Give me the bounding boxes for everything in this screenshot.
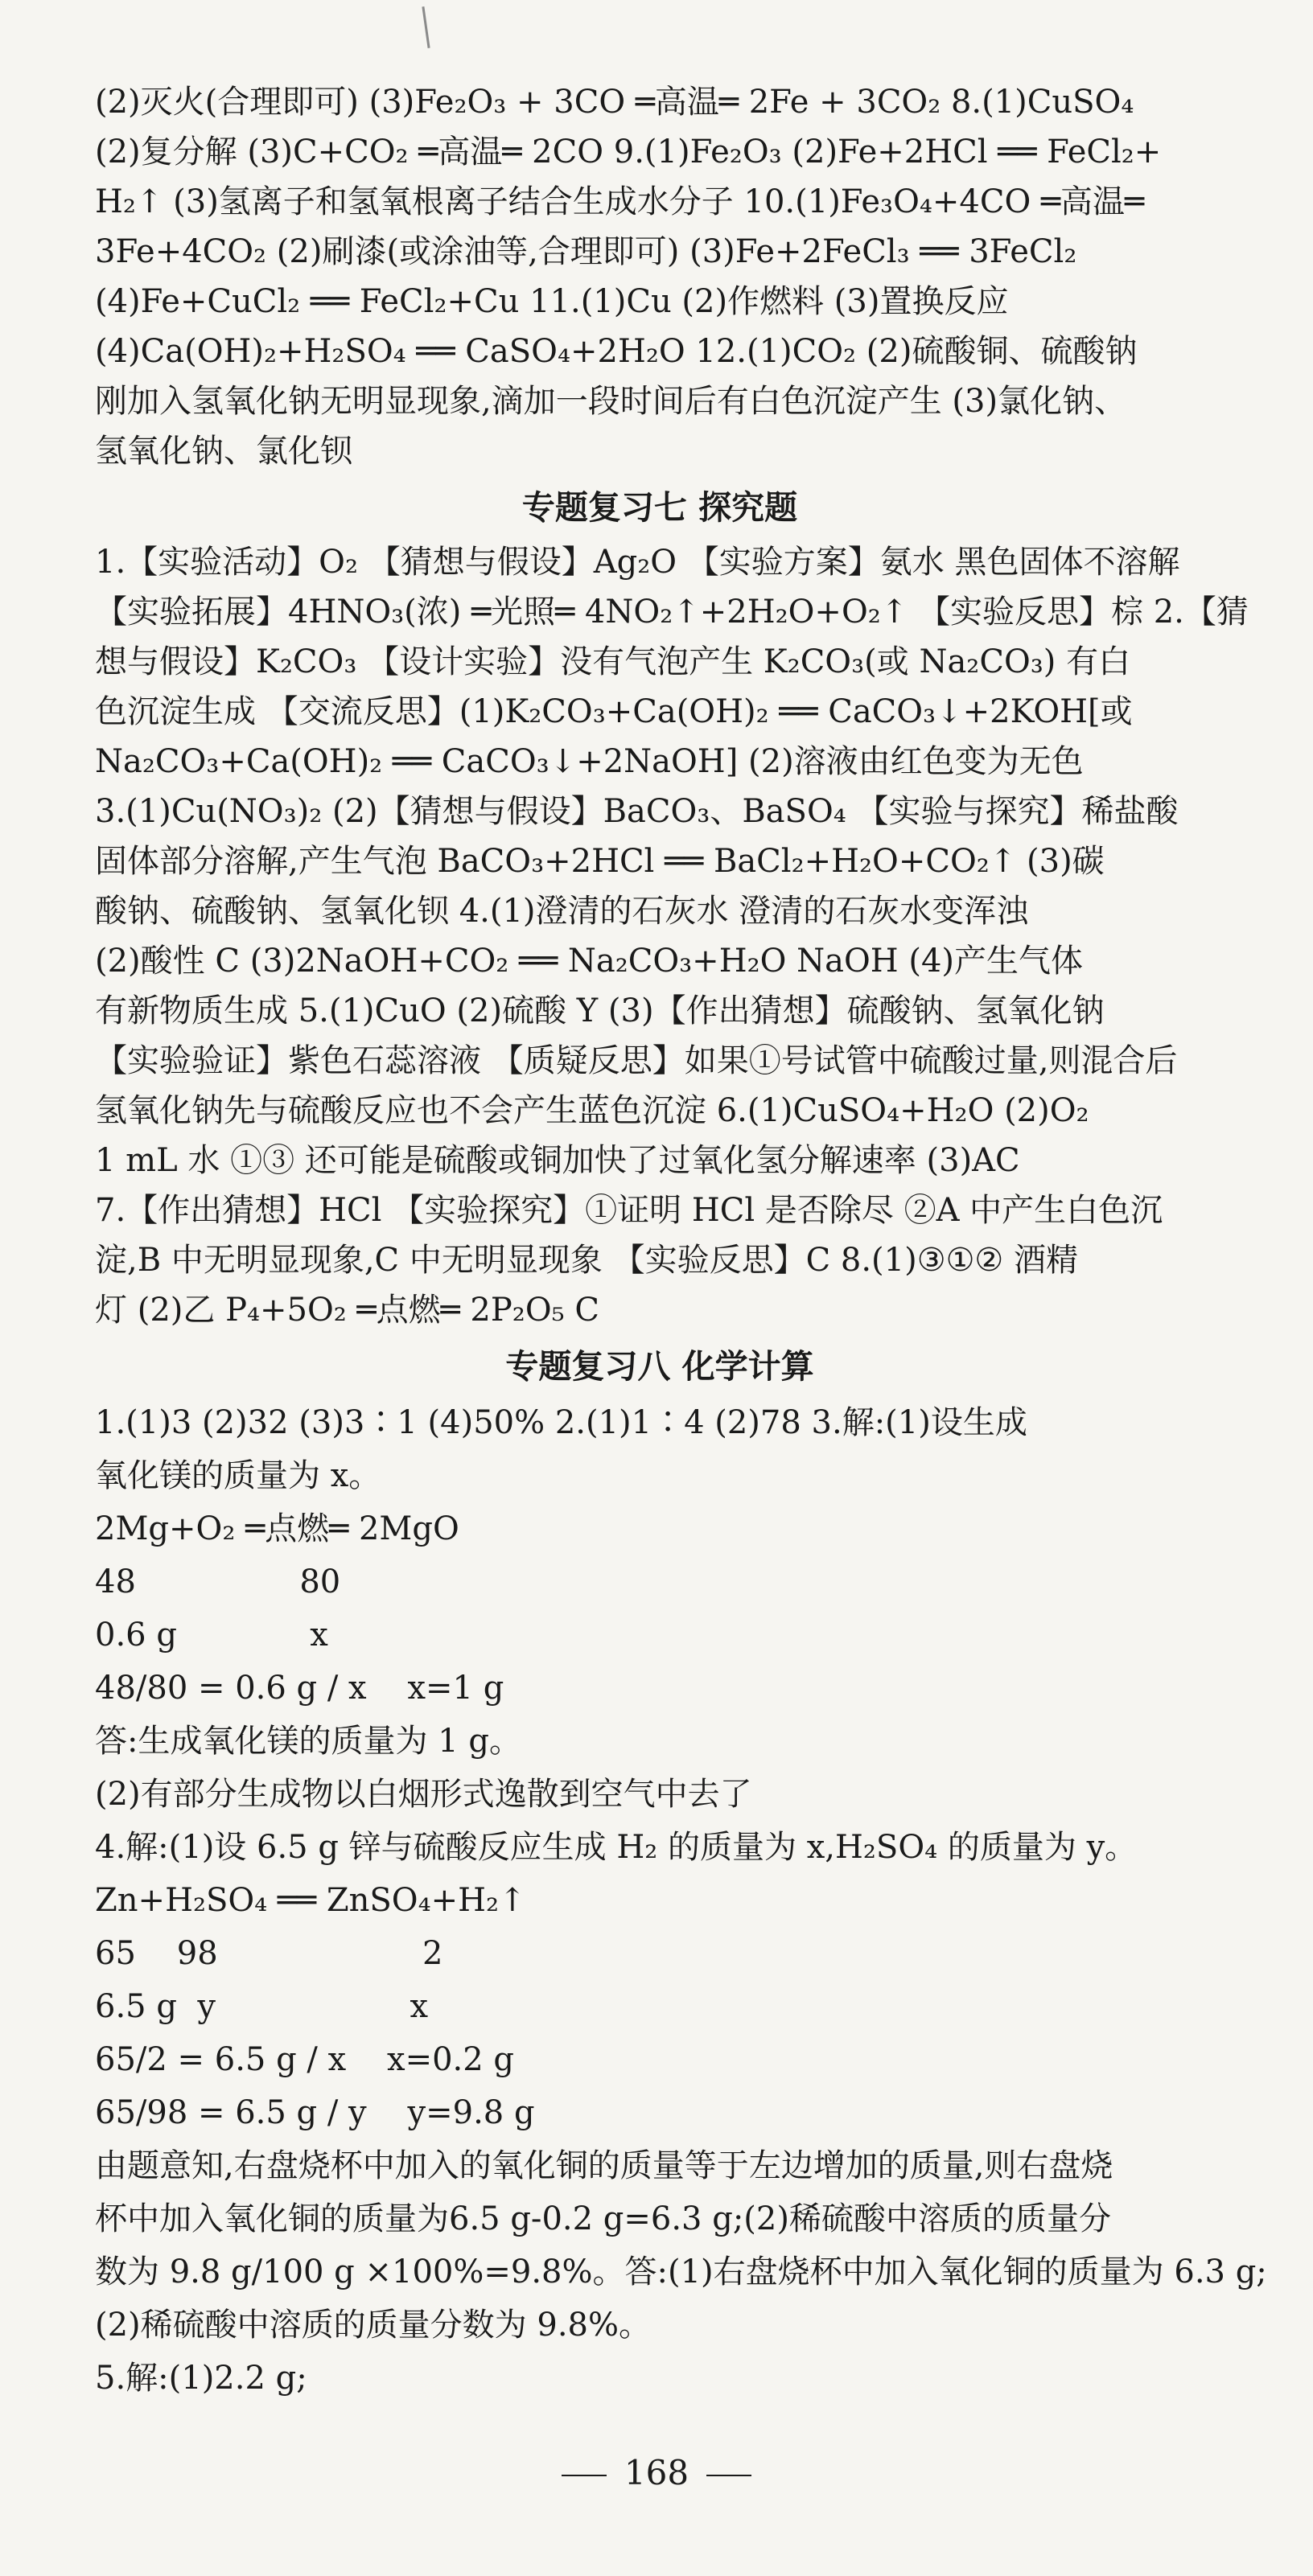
text-line: 【实验验证】紫色石蕊溶液 【质疑反思】如果①号试管中硫酸过量,则混合后 xyxy=(95,1042,1178,1079)
page-number: 168 xyxy=(624,2453,689,2492)
text-line: (2)酸性 C (3)2NaOH+CO₂ ══ Na₂CO₃+H₂O NaOH (4)产生气体 xyxy=(95,943,1084,980)
text-line: 刚加入氢氧化钠无明显现象,滴加一段时间后有白色沉淀产生 (3)氯化钠、 xyxy=(95,383,1127,420)
text-line: 氧化镁的质量为 x。 xyxy=(95,1457,381,1494)
text-line: 数为 9.8 g/100 g ×100%=9.8%。答:(1)右盘烧杯中加入氧化铜的质量为 6.3 g; xyxy=(95,2253,1267,2290)
text-line: 1.【实验活动】O₂ 【猜想与假设】Ag₂O 【实验方案】氨水 黑色固体不溶解 xyxy=(95,544,1180,581)
text-line: H₂↑ (3)氢离子和氢氧根离子结合生成水分子 10.(1)Fe₃O₄+4CO ═高温═ xyxy=(95,183,1145,220)
text-line: (4)Fe+CuCl₂ ══ FeCl₂+Cu 11.(1)Cu (2)作燃料 (3)置换反应 xyxy=(95,283,1009,320)
section-title: 专题复习七 探究题 xyxy=(521,488,798,527)
page-footer xyxy=(0,2453,1313,2492)
answers-top xyxy=(95,77,1225,476)
text-line: 有新物质生成 5.(1)CuO (2)硫酸 Y (3)【作出猜想】硫酸钠、氢氧化钠 xyxy=(95,992,1105,1029)
text-line: 1.(1)3 (2)32 (3)3∶1 (4)50% 2.(1)1∶4 (2)78 3.解:(1)设生成 xyxy=(95,1404,1027,1441)
text-line: 杯中加入氧化铜的质量为6.5 g-0.2 g=6.3 g;(2)稀硫酸中溶质的质量分 xyxy=(95,2200,1111,2237)
text-line: 氢氧化钠、氯化钡 xyxy=(95,433,352,470)
text-line: 4.解:(1)设 6.5 g 锌与硫酸反应生成 H₂ 的质量为 x,H₂SO₄ 的质量为 y。 xyxy=(95,1829,1138,1866)
text-line: 【实验拓展】4HNO₃(浓) ═光照═ 4NO₂↑+2H₂O+O₂↑ 【实验反思】棕 2.【猜 xyxy=(95,594,1249,631)
text-line: 0.6 g x xyxy=(95,1617,328,1654)
text-line: 48/80 = 0.6 g / x x=1 g xyxy=(95,1670,504,1707)
text-line: 65 98 2 xyxy=(95,1935,443,1972)
text-line: 7.【作出猜想】HCl 【实验探究】①证明 HCl 是否除尽 ②A 中产生白色沉 xyxy=(95,1192,1163,1229)
text-line: 答:生成氧化镁的质量为 1 g。 xyxy=(95,1723,521,1760)
text-line: 3.(1)Cu(NO₃)₂ (2)【猜想与假设】BaCO₃、BaSO₄ 【实验与探究】稀盐酸 xyxy=(95,793,1179,830)
text-line: 酸钠、硫酸钠、氢氧化钡 4.(1)澄清的石灰水 澄清的石灰水变浑浊 xyxy=(95,893,1029,930)
text-line: 65/2 = 6.5 g / x x=0.2 g xyxy=(95,2041,515,2078)
text-line: 固体部分溶解,产生气泡 BaCO₃+2HCl ══ BaCl₂+H₂O+CO₂↑ (3)碳 xyxy=(95,843,1105,880)
text-line: 灯 (2)乙 P₄+5O₂ ═点燃═ 2P₂O₅ C xyxy=(95,1292,599,1329)
text-line: 2Mg+O₂ ═点燃═ 2MgO xyxy=(95,1510,459,1547)
text-line: 1 mL 水 ①③ 还可能是硫酸或铜加快了过氧化氢分解速率 (3)AC xyxy=(95,1142,1020,1179)
text-line: (2)灭火(合理即可) (3)Fe₂O₃ + 3CO ═高温═ 2Fe + 3CO₂ 8.(1)CuSO₄ xyxy=(95,84,1134,121)
text-line: 6.5 g y x xyxy=(95,1988,429,2025)
text-line: 65/98 = 6.5 g / y y=9.8 g xyxy=(95,2094,535,2131)
footer-dash xyxy=(706,2475,751,2476)
text-line: (4)Ca(OH)₂+H₂SO₄ ══ CaSO₄+2H₂O 12.(1)CO₂ (2)硫酸铜、硫酸钠 xyxy=(95,333,1138,370)
text-line: 氢氧化钠先与硫酸反应也不会产生蓝色沉淀 6.(1)CuSO₄+H₂O (2)O₂ xyxy=(95,1092,1089,1129)
text-line: 想与假设】K₂CO₃ 【设计实验】没有气泡产生 K₂CO₃(或 Na₂CO₃) 有白 xyxy=(95,643,1131,680)
text-line: (2)稀硫酸中溶质的质量分数为 9.8%。 xyxy=(95,2307,651,2344)
answers-section-8 xyxy=(95,1396,1267,2405)
text-line: 色沉淀生成 【交流反思】(1)K₂CO₃+Ca(OH)₂ ══ CaCO₃↓+2KOH[或 xyxy=(95,693,1133,730)
text-line: 5.解:(1)2.2 g; xyxy=(95,2360,307,2397)
answers-section-7 xyxy=(95,537,1249,1335)
text-line: Zn+H₂SO₄ ══ ZnSO₄+H₂↑ xyxy=(95,1882,526,1919)
section-title: 专题复习八 化学计算 xyxy=(505,1347,814,1386)
text-line: Na₂CO₃+Ca(OH)₂ ══ CaCO₃↓+2NaOH] (2)溶液由红色变为无色 xyxy=(95,743,1084,780)
text-line: (2)复分解 (3)C+CO₂ ═高温═ 2CO 9.(1)Fe₂O₃ (2)Fe+2HCl ══ FeCl₂+ xyxy=(95,134,1162,171)
text-line: 由题意知,右盘烧杯中加入的氧化铜的质量等于左边增加的质量,则右盘烧 xyxy=(95,2147,1113,2184)
text-line: 48 80 xyxy=(95,1563,341,1600)
footer-dash xyxy=(562,2475,607,2476)
text-line: 3Fe+4CO₂ (2)刷漆(或涂油等,合理即可) (3)Fe+2FeCl₃ ══ 3FeCl₂ xyxy=(95,233,1077,270)
text-line: (2)有部分生成物以白烟形式逸散到空气中去了 xyxy=(95,1776,752,1813)
text-line: 淀,B 中无明显现象,C 中无明显现象 【实验反思】C 8.(1)③①② 酒精 xyxy=(95,1242,1079,1279)
scan-mark xyxy=(422,6,430,48)
